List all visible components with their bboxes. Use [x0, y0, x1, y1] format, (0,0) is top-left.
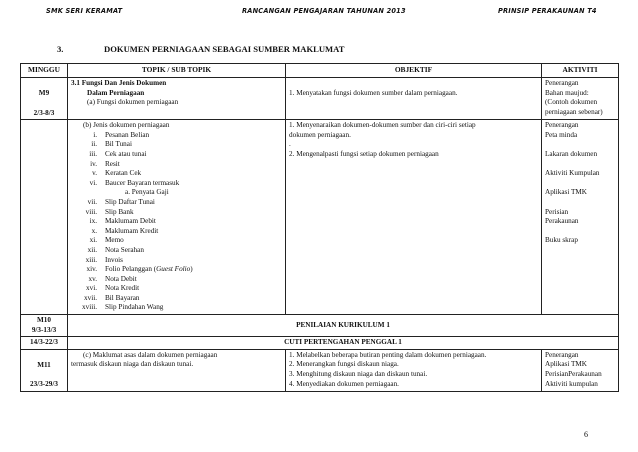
objective-text: 4. Menyediakan dokumen perniagaan. — [289, 379, 399, 388]
topic-cell — [68, 349, 286, 391]
activity-item: Perakaunan — [545, 217, 579, 226]
objective-cell — [286, 120, 542, 315]
column-header-topik: TOPIK / SUB TOPIK — [68, 64, 286, 78]
week-dates: 14/3-22/3 — [21, 337, 68, 350]
objective-text: 1. Menyenaraikan dokumen-dokumen sumber dan ciri-ciri setiap — [289, 121, 476, 130]
column-header-minggu: MINGGU — [21, 64, 68, 78]
list-item: xv. Nota Debit — [88, 274, 137, 283]
list-item: i. Pesanan Belian — [93, 130, 150, 139]
list-item: iii. Cek atau tunai — [89, 149, 147, 158]
topic-heading-cont: Dalam Perniagaan — [87, 88, 145, 97]
topic-cell — [68, 78, 286, 120]
activity-item: perniagaan sebenar) — [545, 107, 603, 116]
week-cell — [21, 120, 68, 315]
week-cell — [21, 78, 68, 120]
list-item: vii. Slip Daftar Tunai — [87, 197, 155, 206]
activity-item: Penerangan — [545, 350, 579, 359]
activity-item: Aktiviti kumpulan — [545, 379, 598, 388]
holiday-banner: CUTI PERTENGAHAN PENGGAL 1 — [68, 337, 619, 350]
table-header-row — [21, 64, 619, 78]
subtopic: (c) Maklumat asas dalam dokumen perniagaan — [83, 350, 218, 359]
list-item: xii. Nota Serahan — [87, 245, 144, 254]
list-item: xviii. Slip Pindahan Wang — [82, 303, 164, 312]
activity-item: Penerangan — [545, 121, 579, 130]
activity-item: PerisianPerakaunan — [545, 370, 602, 379]
section-number: 3. — [57, 44, 64, 54]
subtopic: (b) Jenis dokumen perniagaan — [83, 121, 170, 130]
school-name: SMK SERI KERAMAT — [46, 7, 123, 15]
list-item: v. Keratan Cek — [92, 169, 142, 178]
objective-text: 2. Menerangkan fungsi diskaun niaga. — [289, 360, 399, 369]
activity-item: Perisian — [545, 207, 569, 216]
topic-heading: 3.1 Fungsi Dan Jenis Dokumen — [71, 79, 167, 87]
week-label: M11 — [37, 360, 51, 369]
list-item: xiv. Folio Pelanggan (Guest Folio) — [86, 265, 193, 274]
week-dates: 2/3-8/3 — [33, 108, 55, 117]
activity-cell — [542, 78, 619, 120]
list-item: iv. Resit — [90, 159, 120, 168]
topic-cell — [68, 120, 286, 315]
week-label: M9 — [38, 89, 50, 97]
table-row — [21, 349, 619, 391]
week-dates: 9/3-13/3 — [31, 325, 57, 334]
activity-item: Aplikasi TMK — [545, 188, 587, 197]
list-item: xvii. Bil Bayaran — [84, 293, 140, 302]
activity-item: Aktiviti Kumpulan — [545, 169, 600, 178]
activity-item: Bahan maujud: — [545, 88, 589, 97]
list-item: xiii. Invois — [85, 255, 123, 264]
subject-name: PRINSIP PERAKAUNAN T4 — [498, 7, 597, 15]
list-item: x. Maklumam Kredit — [91, 226, 159, 235]
activity-item: Buku skrap — [545, 236, 578, 245]
document-title: RANCANGAN PENGAJARAN TAHUNAN 2013 — [242, 7, 406, 15]
week-cell — [21, 349, 68, 391]
subtopic: (a) Fungsi dokumen perniagaan — [87, 98, 179, 107]
week-label: M10 — [37, 316, 51, 325]
table-row — [21, 78, 619, 120]
column-header-aktiviti: AKTIVITI — [542, 64, 619, 78]
week-dates: 23/3-29/3 — [30, 380, 58, 389]
list-item: xi. Memo — [89, 236, 124, 245]
lesson-plan-table — [20, 63, 619, 392]
section-title: DOKUMEN PERNIAGAAN SEBAGAI SUMBER MAKLUMAT — [104, 44, 345, 54]
week-cell — [21, 315, 68, 337]
assessment-banner: PENILAIAN KURIKULUM 1 — [68, 315, 619, 337]
list-item: ix. Maklumam Debit — [89, 217, 156, 226]
list-subitem: a. Penyata Gaji — [125, 188, 169, 197]
activity-item: Lakaran dokumen — [545, 149, 598, 158]
activity-item: Peta minda — [545, 130, 578, 139]
activity-item: (Contoh dokumen — [545, 98, 598, 107]
activity-item: Penerangan — [545, 79, 579, 87]
objective-cell — [286, 78, 542, 120]
objective-text: 1. Menyatakan fungsi dokumen sumber dalam perniagaan. — [289, 89, 458, 97]
subtopic-cont: termasuk diskaun niaga dan diskaun tunai. — [71, 360, 194, 369]
objective-text: 3. Menghitung diskaun niaga dan diskaun tunai. — [289, 370, 428, 379]
activity-cell — [542, 120, 619, 315]
objective-text: dokumen perniagaan. — [289, 130, 351, 139]
objective-cell — [286, 349, 542, 391]
table-row — [21, 337, 619, 350]
objective-text: . — [289, 140, 291, 149]
list-item: vi. Baucer Bayaran termasuk — [89, 178, 180, 187]
objective-text: 1. Melabelkan beberapa butiran penting dalam dokumen perniagaan. — [289, 350, 487, 359]
activity-cell — [542, 349, 619, 391]
page-number: 6 — [584, 430, 588, 439]
table-row — [21, 120, 619, 315]
table-row — [21, 315, 619, 337]
list-item: ii. Bil Tunai — [91, 140, 132, 149]
list-item: xvi. Nota Kredit — [86, 284, 140, 293]
column-header-objektif: OBJEKTIF — [286, 64, 542, 78]
document-type-list — [71, 131, 282, 313]
activity-item: Aplikasi TMK — [545, 360, 587, 369]
list-item: viii. Slip Bank — [85, 207, 134, 216]
objective-text: 2. Mengenalpasti fungsi setiap dokumen perniagaan — [289, 149, 439, 158]
